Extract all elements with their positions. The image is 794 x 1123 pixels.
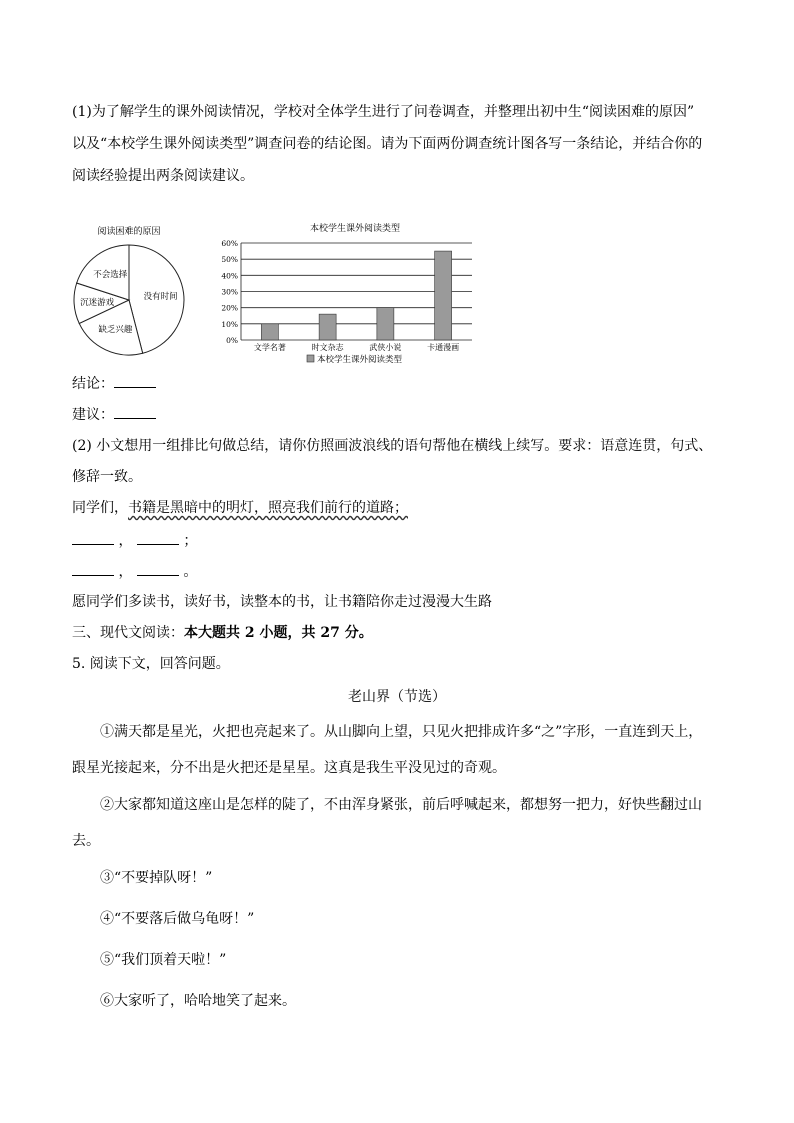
- suggestion-line: [72, 406, 156, 424]
- q5-prompt: 5. 阅读下文，回答问题。: [72, 656, 230, 672]
- section3-heading: [72, 624, 373, 642]
- x-tick-label: 武侠小说: [369, 343, 402, 352]
- q2-comma: ，: [118, 533, 133, 549]
- conclusion-line: [72, 375, 156, 393]
- y-tick-label: 10%: [221, 319, 238, 329]
- paragraph-1-line-2: 跟星光接起来，分不出是火把还是星星。这真是我生平没见过的奇观。: [72, 760, 506, 776]
- y-tick-label: 20%: [221, 303, 238, 313]
- x-tick-label: 时文杂志: [311, 343, 344, 352]
- bar: [435, 251, 452, 340]
- y-tick-label: 0%: [226, 336, 238, 345]
- suggestion-label: 建议：: [72, 407, 114, 423]
- q2-example: [72, 499, 408, 517]
- conclusion-blank[interactable]: [114, 375, 156, 388]
- q2-comma: ，: [118, 564, 133, 580]
- q2-closing: 愿同学们多读书，读好书，读整本的书，让书籍陪你走过漫漫大生路: [72, 594, 492, 610]
- section3-label: 三、现代文阅读：: [72, 625, 184, 641]
- pie-slice-label: 沉迷游戏: [80, 298, 115, 309]
- q2-blank[interactable]: [72, 563, 114, 576]
- x-tick-label: 卡通漫画: [427, 343, 460, 352]
- y-tick-label: 40%: [221, 271, 238, 281]
- x-tick-label: 文学名著: [253, 343, 286, 352]
- q2-blank-row-1: [72, 532, 197, 550]
- bar-chart: [210, 220, 480, 370]
- bar-chart-title: 本校学生课外阅读类型: [309, 224, 401, 234]
- y-tick-label: 50%: [221, 255, 238, 265]
- q2-blank[interactable]: [137, 532, 179, 545]
- q2-blank-row-2: [72, 563, 197, 581]
- legend-label: 本校学生课外阅读类型: [317, 355, 403, 365]
- y-tick-label: 30%: [221, 287, 238, 297]
- pie-slice-label: 缺乏兴趣: [98, 324, 133, 335]
- q2-line-1: (2) 小文想用一组排比句做总结，请你仿照画波浪线的语句帮他在横线上续写。要求：语意连贯，句式、: [72, 438, 713, 454]
- q2-period: 。: [183, 564, 198, 580]
- bar: [319, 314, 336, 340]
- intro-line-2: 以及“本校学生课外阅读类型”调查问卷的结论图。请为下面两份调查统计图各写一条结论，并结合你的: [72, 136, 703, 152]
- intro-line-3: 阅读经验提出两条阅读建议。: [72, 168, 254, 184]
- suggestion-blank[interactable]: [114, 406, 156, 419]
- passage-title: 老山界（节选）: [348, 689, 446, 705]
- legend-swatch: [307, 355, 314, 362]
- paragraph-4: ④“不要落后做乌龟呀！”: [100, 911, 255, 927]
- paragraph-2-line-1: ②大家都知道这座山是怎样的陡了，不由浑身紧张，前后呼喊起来，都想努一把力，好快些翻过山: [100, 797, 702, 813]
- q2-blank[interactable]: [72, 532, 114, 545]
- q2-semicolon: ；: [183, 533, 198, 549]
- paragraph-6: ⑥大家听了，哈哈地笑了起来。: [100, 993, 296, 1009]
- conclusion-label: 结论：: [72, 376, 114, 392]
- intro-line-1: (1)为了解学生的课外阅读情况，学校对全体学生进行了问卷调查，并整理出初中生“阅读困难的原因”: [72, 104, 695, 120]
- q2-blank[interactable]: [137, 563, 179, 576]
- pie-chart: [66, 222, 192, 358]
- pie-slice-label: 没有时间: [143, 292, 178, 303]
- paragraph-5: ⑤“我们顶着天啦！”: [100, 952, 227, 968]
- bar: [261, 324, 278, 340]
- paragraph-1-line-1: ①满天都是星光，火把也亮起来了。从山脚向上望，只见火把排成许多“之”字形，一直连到天上，: [100, 724, 703, 740]
- paragraph-2-line-2: 去。: [72, 833, 100, 849]
- q2-line-2: 修辞一致。: [72, 469, 142, 485]
- pie-chart-title: 阅读困难的原因: [97, 227, 161, 237]
- q2-example-prefix: 同学们，: [72, 500, 128, 516]
- section3-details: 本大题共 2 小题，共 27 分。: [184, 625, 373, 641]
- q2-wavy-sentence: 书籍是黑暗中的明灯，照亮我们前行的道路；: [128, 500, 408, 516]
- y-tick-label: 60%: [221, 239, 238, 248]
- bar: [377, 308, 394, 340]
- paragraph-3: ③“不要掉队呀！”: [100, 870, 213, 886]
- pie-slice-label: 不会选择: [93, 270, 128, 281]
